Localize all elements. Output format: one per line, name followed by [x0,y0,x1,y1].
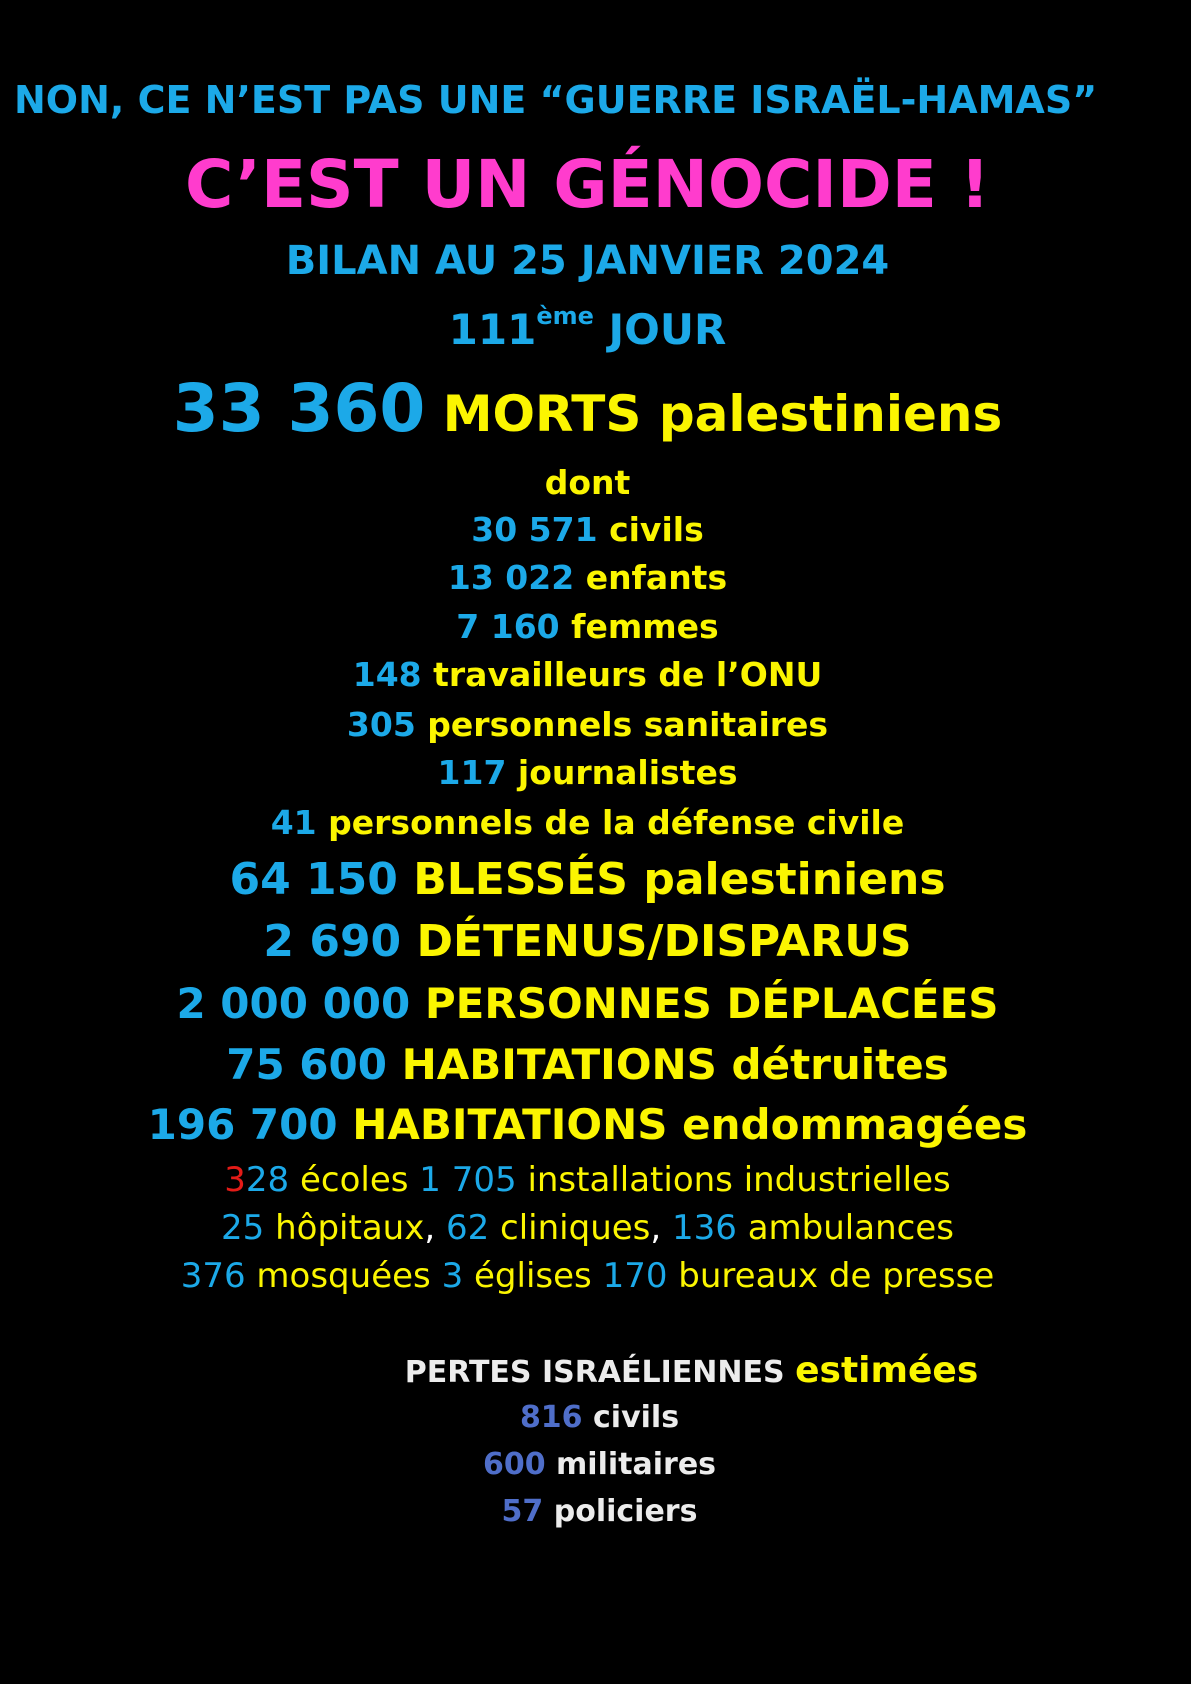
israeli-value: 57 [501,1494,544,1529]
day-suffix: ème [536,302,594,330]
deaths-label-caps: MORTS [442,385,642,443]
schools-label: écoles [299,1160,409,1200]
homes-destroyed-line [0,1040,1183,1089]
injured-label-caps: BLESSÉS [413,854,628,905]
breakdown-label: civils [609,510,704,549]
breakdown-item [0,558,1183,597]
breakdown-item [0,510,1183,549]
industrial-value: 1 705 [419,1160,517,1200]
comma: , [424,1208,436,1248]
breakdown-item [0,607,1183,646]
ambulances-label: ambulances [747,1208,954,1248]
breakdown-item [0,803,1183,842]
headline: C’EST UN GÉNOCIDE ! [185,146,990,223]
press-label: bureaux de presse [678,1256,995,1296]
breakdown-value: 117 [437,753,507,792]
homes-destroyed-value: 75 600 [226,1040,387,1089]
detained-label: DÉTENUS/DISPARUS [416,916,912,967]
displaced-label: PERSONNES DÉPLACÉES [424,979,999,1028]
infrastructure-line-health [0,1208,1183,1248]
breakdown-label: journalistes [517,753,738,792]
ambulances-value: 136 [672,1208,737,1248]
infrastructure-line-schools [0,1160,1183,1200]
breakdown-label: enfants [585,558,728,597]
breakdown-value: 305 [346,705,416,744]
homes-destroyed-label: détruites [731,1040,949,1089]
breakdown-value: 41 [270,803,317,842]
subtitle: NON, CE N’EST PAS UNE “GUERRE ISRAËL-HAMAS” [14,78,1098,122]
israeli-title-suffix: estimées [795,1350,979,1391]
israeli-label: civils [593,1400,680,1435]
israeli-value: 816 [519,1400,583,1435]
homes-damaged-label: endommagées [682,1100,1028,1149]
israeli-item [4,1400,1191,1435]
injured-line [0,854,1183,905]
israeli-title: PERTES ISRAÉLIENNES [404,1355,785,1390]
breakdown-value: 30 571 [471,510,598,549]
hospitals-label: hôpitaux [275,1208,425,1248]
breakdown-item [0,753,1183,792]
press-value: 170 [602,1256,668,1296]
day-number: 111 [448,305,537,354]
israeli-item [4,1494,1191,1529]
detained-line [0,916,1183,967]
infrastructure-line-worship [0,1256,1183,1296]
day-line [0,302,1183,354]
churches-label: églises [474,1256,592,1296]
day-label: JOUR [608,305,727,354]
mosques-value: 376 [180,1256,246,1296]
date-line: BILAN AU 25 JANVIER 2024 [285,238,890,284]
breakdown-value: 13 022 [447,558,575,597]
schools-first-digit: 3 [224,1160,246,1200]
israeli-value: 600 [482,1447,546,1482]
deaths-value: 33 360 [172,370,426,447]
displaced-value: 2 000 000 [176,979,411,1028]
israeli-label: militaires [556,1447,717,1482]
breakdown-item [0,705,1183,744]
breakdown-item [0,655,1183,694]
israeli-item [4,1447,1191,1482]
injured-label: palestiniens [643,854,946,905]
comma: , [650,1208,662,1248]
clinics-label: cliniques [500,1208,651,1248]
deaths-line [0,370,1183,447]
breakdown-label: personnels sanitaires [427,705,829,744]
mosques-label: mosquées [256,1256,431,1296]
dont-label: dont [544,463,631,502]
detained-value: 2 690 [263,916,402,967]
churches-value: 3 [441,1256,464,1296]
schools-value-rest: 28 [245,1160,290,1200]
israeli-label: policiers [553,1494,698,1529]
breakdown-value: 7 160 [456,607,560,646]
breakdown-label: personnels de la défense civile [328,803,905,842]
homes-damaged-label-caps: HABITATIONS [352,1100,668,1149]
breakdown-label: travailleurs de l’ONU [433,655,823,694]
israeli-losses-title [96,1350,1191,1391]
hospitals-value: 25 [221,1208,265,1248]
homes-damaged-value: 196 700 [147,1100,338,1149]
breakdown-label: femmes [571,607,719,646]
injured-value: 64 150 [229,854,398,905]
homes-damaged-line [0,1100,1183,1149]
industrial-label: installations industrielles [527,1160,951,1200]
displaced-line [0,979,1183,1028]
breakdown-value: 148 [352,655,422,694]
homes-destroyed-label-caps: HABITATIONS [401,1040,717,1089]
deaths-label: palestiniens [658,385,1003,443]
clinics-value: 62 [445,1208,490,1248]
